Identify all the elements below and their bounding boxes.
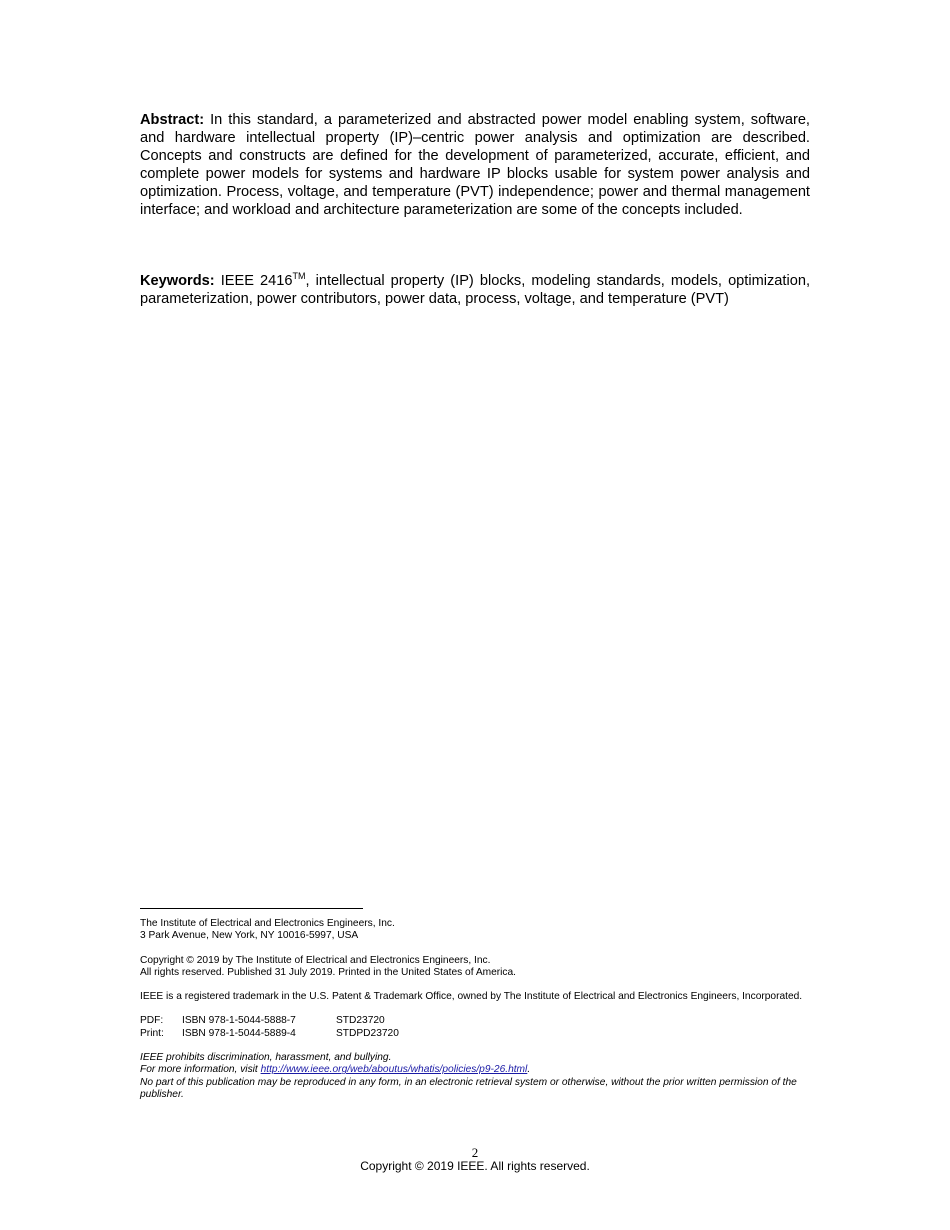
policy-link[interactable]: http://www.ieee.org/web/aboutus/whatis/policies/p9-26.html [260, 1064, 528, 1076]
keywords-text: , intellectual property (IP) blocks, modeling standards, models, optimization, parameterization, power contributors, power data, process, voltage, and temperature (PVT) [140, 273, 810, 307]
isbn-code: STD23720 [336, 1015, 385, 1027]
page-number: 2 [471, 1145, 479, 1160]
abstract-label: Abstract: [140, 112, 205, 128]
copyright-line: Copyright © 2019 by The Institute of Electrical and Electronics Engineers, Inc. [140, 954, 491, 966]
reproduction-notice: No part of this publication may be reproduced in any form, in an electronic retrieval system or otherwise, without the prior written permission of the publisher. [140, 1076, 797, 1100]
isbn-number: ISBN 978-1-5044-5889-4 [182, 1027, 296, 1039]
trademark-notice: IEEE is a registered trademark in the U.S. Patent & Trademark Office, owned by The Institute of Electrical and Electronics Engineers, Incorporated. [140, 991, 803, 1003]
footnotes [140, 918, 812, 1101]
isbn-code: STDPD23720 [336, 1027, 399, 1039]
abstract-paragraph [140, 111, 810, 219]
more-info-prefix: For more information, visit [140, 1064, 261, 1076]
publisher-address: 3 Park Avenue, New York, NY 10016-5997, USA [140, 930, 359, 942]
trademark-mark: TM [292, 271, 306, 281]
keywords-label: Keywords: [140, 273, 215, 289]
publisher-name: The Institute of Electrical and Electronics Engineers, Inc. [140, 918, 395, 929]
isbn-format: Print: [140, 1027, 164, 1039]
page-footer: Copyright © 2019 IEEE. All rights reserved. [360, 1159, 590, 1173]
isbn-row-print [140, 1028, 812, 1040]
isbn-number: ISBN 978-1-5044-5888-7 [182, 1015, 296, 1027]
footnote-divider [140, 908, 363, 909]
abstract-text: In this standard, a parameterized and abstracted power model enabling system, software, and hardware intellectual property (IP)–centric power analysis and optimization are described. Concepts and constructs are defined for the development of parameterized, accurate, efficient, and complete power models for systems and hardware IP blocks usable for system power analysis and optimization. Process, voltage, and temperature (PVT) independence; power and thermal management interface; and workload and architecture parameterization are some of the concepts included. [140, 112, 810, 218]
policy-line: IEEE prohibits discrimination, harassment, and bullying. [140, 1052, 392, 1064]
rights-line: All rights reserved. Published 31 July 2019. Printed in the United States of America. [140, 966, 517, 978]
isbn-format: PDF: [140, 1015, 164, 1027]
isbn-row-pdf [140, 1015, 812, 1027]
more-info-suffix: . [527, 1064, 531, 1076]
keywords-standard: IEEE 2416 [220, 273, 293, 289]
more-info-line [140, 1064, 812, 1076]
keywords-paragraph [140, 272, 810, 308]
